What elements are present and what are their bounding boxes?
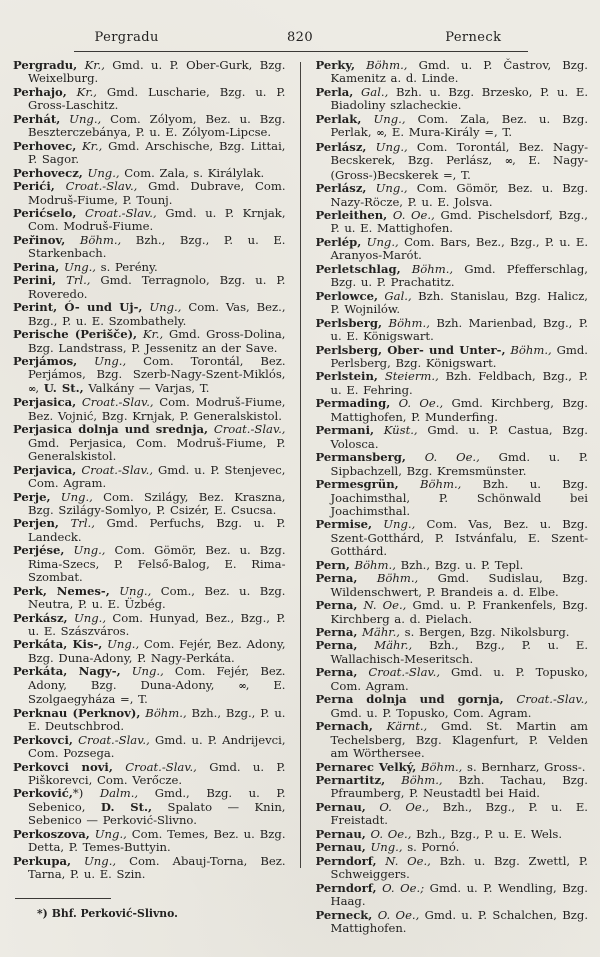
entry-name: Perla,: [315, 84, 354, 99]
entry-region: Ung.,: [366, 181, 408, 196]
entry-name: Permansberg,: [315, 450, 406, 465]
entry-text: Gmd. Perfuchs, Bzg. u. P. Landeck.: [28, 516, 286, 544]
entry-text: Com. Zala, Bez. u. Bzg. Perlak,: [330, 111, 588, 140]
entry-name: Perkáta, Nagy-,: [13, 664, 121, 679]
entry-text: Com. Zala, s. Királylak.: [119, 165, 265, 180]
entry-text: , E. Nagy-(Gross-)Becskerek =, T.: [330, 153, 588, 182]
entry-name: Permani,: [315, 423, 375, 438]
entry-region: Ung.,: [67, 610, 107, 625]
entry-name: Perkász,: [13, 610, 68, 625]
entry-region: Ung.,: [361, 234, 399, 249]
gazetteer-entry: [316, 693, 589, 720]
entry-text: Bzh. Stanislau, Bzg. Halicz, P. Wojnilów.: [330, 288, 588, 317]
entry-region: Trl.,: [58, 516, 95, 531]
entry-region: Böhm.,: [398, 477, 462, 492]
entry-name: Perjasica,: [13, 395, 77, 410]
entry-name: Permading,: [315, 396, 391, 411]
footnote-text: Bhf. Perković-Slivno.: [51, 906, 178, 920]
entry-name: Pernau,: [315, 826, 366, 841]
entry-text: ,: [35, 380, 44, 395]
entry-name: Perknau (Perknov),: [13, 705, 141, 720]
entry-name: Perlowce,: [315, 288, 378, 303]
entry-text: Gmd. Pfefferschlag, Bzg. u. P. Prachatitz.: [330, 261, 588, 290]
telegraph-icon: ∞: [28, 383, 36, 395]
gazetteer-entry: [13, 207, 286, 234]
gazetteer-entry: [316, 370, 589, 397]
entry-text: Gmd. u. P. Častrov, Bzg. Kamenitz a. d. Linde.: [330, 58, 588, 86]
entry-region: Ung.,: [50, 489, 93, 504]
entry-name: Pernartitz,: [315, 773, 386, 788]
running-head-right: Perneck: [445, 30, 502, 45]
entry-region: Croat.-Slav.,: [54, 179, 138, 194]
gazetteer-entry: [13, 140, 286, 167]
entry-text: Gmd. u. P. Andrijevci, Com. Pozsega.: [28, 732, 286, 761]
footnote-marker: *): [37, 906, 48, 920]
entry-name: Perići,: [13, 179, 55, 194]
entry-name: Perhát,: [13, 111, 61, 126]
entry-text: Gmd. Pischelsdorf, Bzg., P. u. E. Mattighofen.: [330, 207, 588, 236]
entry-name: Perkovci,: [13, 732, 73, 747]
entry-name: Perna,: [315, 598, 358, 613]
entry-region: Ung.,: [372, 517, 416, 532]
entry-region: Dalm.,: [83, 786, 139, 801]
entry-text: Bzh., Bzg., P. u. E. Wallachisch-Meseritsch.: [330, 638, 589, 666]
entry-region: Böhm.,: [65, 232, 122, 247]
column-divider-rule: [300, 62, 301, 868]
entry-name: Perneck,: [315, 907, 373, 922]
entry-region: Böhm.,: [416, 759, 463, 774]
gazetteer-entry: [13, 167, 286, 180]
gazetteer-entry: [13, 734, 286, 761]
entry-region: Croat.-Slav.,: [357, 665, 441, 680]
gazetteer-entry: [13, 86, 286, 113]
gazetteer-entry: [13, 707, 286, 734]
entry-text: Com. Torontál, Bez. Perjámos, Bzg. Szerb-Nagy-Szent-Miklós,: [28, 353, 286, 382]
entry-text: Com. Hunyad, Bez., Bzg., P. u. E. Szászváros.: [28, 610, 286, 639]
gazetteer-entry: [316, 86, 589, 113]
entry-name: Perna,: [315, 571, 358, 586]
entry-text: Com. Fejér, Bez. Adony, Bzg. Duna-Adony, P. Nagy-Perkáta.: [28, 637, 286, 665]
entry-text: Bzh., Bzg. u. P. Tepl.: [395, 557, 524, 572]
gazetteer-entry: [13, 234, 286, 261]
left-column-entries: [13, 59, 286, 882]
gazetteer-entry: [13, 855, 286, 882]
entry-name: Peřinov,: [13, 232, 66, 247]
entry-text: Gmd. St. Martin am Techelsberg, Bzg. Klagenfurt, P. Velden am Wörthersee.: [330, 719, 588, 761]
gazetteer-entry: [13, 828, 286, 855]
entry-region: Croat.-Slav.,: [503, 692, 588, 707]
gazetteer-entry: [316, 761, 589, 774]
entry-region: N. Oe.,: [357, 598, 407, 613]
entry-text: Bzh. Marienbad, Bzg., P. u. E. Königswart.: [330, 315, 588, 344]
entry-region: Croat.-Slav.,: [72, 732, 150, 747]
footnote: [37, 907, 286, 920]
gazetteer-entry: [13, 464, 286, 491]
entry-region: Ung.,: [60, 111, 102, 126]
gazetteer-entry: [13, 261, 286, 274]
gazetteer-entry: [13, 301, 286, 328]
left-column: [13, 59, 286, 935]
entry-name: Perna,: [315, 625, 358, 640]
entry-name: Perhovec,: [13, 138, 77, 153]
entry-name: Perk, Nemes-,: [13, 583, 110, 598]
gazetteer-entry: [316, 639, 589, 666]
entry-text: Com. Vas, Bez., Bzg., P. u. E. Szombathely.: [28, 300, 286, 328]
entry-text: Gmd. u. P. Wendling, Bzg. Haag.: [330, 880, 588, 909]
entry-region: Croat.-Slav.,: [112, 759, 197, 774]
entry-region: Ung.,: [89, 826, 127, 841]
entry-text: Bzh. u. Bzg. Brzesko, P. u. E. Biadoliny szlacheckie.: [330, 84, 589, 113]
entry-text: Gmd. u. P. Frankenfels, Bzg. Kirchberg a. d. Pielach.: [330, 598, 588, 626]
entry-text: Gmd. Arschische, Bzg. Littai, P. Sagor.: [28, 138, 286, 167]
entry-region: Böhm.,: [505, 342, 552, 357]
entry-text: Gmd. Kirchberg, Bzg. Mattighofen, P. Munderfing.: [330, 396, 588, 424]
entry-text: Com. Gömör, Bez. u. Bzg. Rima-Szecs, P. Felső-Balog, E. Rima-Szombat.: [28, 543, 286, 585]
entry-name: Perlép,: [315, 234, 362, 249]
gazetteer-entry: [316, 113, 589, 141]
entry-text: Gmd. u. P. Topusko, Com. Agram.: [330, 705, 532, 720]
entry-text: Gmd. Gross-Dolina, Bzg. Landstrass, P. Jessenitz an der Save.: [28, 327, 286, 355]
entry-region: Mähr.,: [357, 638, 413, 653]
entry-name: Perna,: [315, 638, 358, 653]
entry-region: Steierm.,: [377, 369, 439, 384]
entry-name: Perkovci novi,: [13, 759, 113, 774]
gazetteer-entry: [13, 761, 286, 788]
gazetteer-entry: [316, 141, 589, 182]
entry-region: O. Oe.,: [390, 396, 444, 411]
right-column-entries: [316, 59, 589, 935]
entry-name: Perjavica,: [13, 462, 77, 477]
gazetteer-entry: [316, 841, 589, 854]
gazetteer-entry: [316, 451, 589, 478]
entry-region: Ung.,: [102, 637, 140, 652]
entry-text: Bzh., Bzg., P. u. E. Starkenbach.: [28, 232, 286, 261]
gazetteer-entry: [13, 638, 286, 665]
gazetteer-entry: [316, 666, 589, 693]
entry-name: D. St.,: [100, 799, 153, 814]
gazetteer-entry: [316, 290, 589, 317]
gazetteer-entry: [13, 517, 286, 544]
entry-name: Perndorf,: [315, 853, 377, 868]
entry-text: Gmd. u. P. Castua, Bzg. Volosca.: [330, 423, 588, 451]
entry-region: Ung.,: [59, 259, 96, 274]
entry-text: Com. Bars, Bez., Bzg., P. u. E. Aranyos-Marót.: [330, 234, 589, 263]
gazetteer-entry: [316, 263, 589, 290]
entry-region: Böhm.,: [349, 557, 396, 572]
entry-name: Perje,: [13, 489, 51, 504]
entry-text: Gmd. u. P. Topusko, Com. Agram.: [330, 665, 589, 693]
gazetteer-entry: [316, 909, 589, 936]
entry-region: Croat.-Slav.,: [208, 422, 286, 437]
entry-name: Perky,: [315, 58, 356, 72]
entry-region: Croat.-Slav.,: [76, 205, 157, 220]
entry-text: s. Perény.: [96, 259, 158, 274]
entry-region: Ung.,: [366, 139, 408, 154]
entry-name: Perićselo,: [13, 205, 77, 220]
entry-text: , E. Szolgaegyháza =, T.: [28, 677, 286, 707]
entry-text: Spalato — Knin, Sebenico — Perković-Slivno.: [28, 799, 286, 828]
entry-name: Permesgrün,: [315, 477, 399, 492]
page-number: 820: [286, 30, 313, 45]
entry-name: Perna dolnja und gornja,: [315, 692, 504, 707]
footnote-rule: [15, 898, 111, 899]
gazetteer-entry: [13, 544, 286, 584]
entry-text: Gmd. Luscharie, Bzg. u. P. Gross-Laschitz.: [28, 84, 286, 113]
entry-name: Perlsberg,: [315, 315, 383, 330]
gazetteer-entry: [316, 720, 589, 760]
telegraph-icon: ∞: [504, 156, 513, 168]
gazetteer-entry: [316, 424, 589, 451]
entry-region: Gal.,: [353, 84, 389, 99]
entry-name: Permise,: [315, 517, 373, 532]
entry-region: O. Oe.,: [372, 907, 420, 922]
entry-text: s. Bernharz, Gross-.: [462, 759, 586, 774]
entry-name: Perković,: [13, 786, 73, 801]
gazetteer-entry: [13, 787, 286, 827]
entry-region: Mähr.,: [357, 625, 400, 640]
entry-region: Böhm.,: [355, 58, 408, 72]
gazetteer-entry: [13, 59, 286, 86]
gazetteer-entry: [316, 774, 589, 801]
entry-name: Perint, Ó- und Uj-,: [13, 300, 143, 315]
gazetteer-entry: [316, 317, 589, 344]
entry-region: Böhm.,: [385, 773, 443, 788]
entry-region: Böhm.,: [382, 315, 430, 330]
gazetteer-entry: [316, 855, 589, 882]
entry-name: Perjámos,: [13, 353, 78, 368]
entry-text: Bzh., Bzg., P. u. E. Wels.: [411, 826, 563, 841]
entry-name: Perjése,: [13, 543, 65, 558]
gazetteer-entry: [13, 355, 286, 396]
gazetteer-entry: [316, 478, 589, 518]
entry-region: Ung.,: [109, 583, 152, 598]
gazetteer-entry: [316, 572, 589, 599]
entry-region: Kärnt.,: [372, 719, 428, 734]
entry-name: Perhajo,: [13, 84, 67, 99]
entry-text: Gmd. u. P. Stenjevec, Com. Agram.: [28, 462, 286, 491]
entry-text: Com. Modruš-Fiume, Bez. Vojnić, Bzg. Krnjak, P. Generalskistol.: [28, 395, 286, 423]
entry-region: O. Oe.;: [376, 880, 425, 895]
entry-name: Pergradu,: [13, 58, 78, 72]
entry-name: Perndorf,: [315, 880, 377, 895]
gazetteer-entry: [316, 599, 589, 626]
entry-region: Böhm.,: [400, 261, 454, 276]
entry-text: Com. Gömör, Bez. u. Bzg. Nazy-Röcze, P. u. E. Jolsva.: [330, 181, 588, 209]
entry-name: Perkoszova,: [13, 826, 90, 841]
entry-name: Pernach,: [315, 719, 373, 734]
entry-name: Perna,: [315, 665, 358, 680]
entry-region: O. Oe.,: [365, 826, 412, 841]
gazetteer-entry: [316, 828, 589, 841]
gazetteer-entry: [13, 612, 286, 639]
entry-text: Bzh. u. Bzg. Zwettl, P. Schweiggers.: [330, 853, 588, 882]
entry-region: Trl.,: [56, 273, 91, 288]
entry-text: Gmd. u. P. Ober-Gurk, Bzg. Weixelburg.: [28, 58, 286, 86]
gazetteer-entry: [316, 344, 589, 371]
entry-name: U. St.,: [43, 380, 84, 395]
entry-text: Com. Torontál, Bez. Nagy-Becskerek, Bzg. Perlász,: [330, 139, 588, 168]
right-column: [316, 59, 589, 935]
entry-region: Ung.,: [365, 840, 403, 855]
entry-text: Bzh., Bzg., P. u. E. Freistadt.: [330, 799, 588, 828]
telegraph-icon: ∞: [376, 128, 384, 140]
gazetteer-entry: [13, 585, 286, 612]
entry-region: Croat.-Slav.,: [76, 462, 153, 477]
entry-region: Ung.,: [361, 111, 406, 126]
gazetteer-entry: [13, 113, 286, 140]
entry-text: *): [72, 786, 84, 801]
entry-region: Kr.,: [66, 84, 97, 99]
entry-region: Kr.,: [137, 327, 164, 342]
entry-text: s. Bergen, Bzg. Nikolsburg.: [399, 625, 570, 640]
entry-name: Pernau,: [315, 840, 366, 855]
entry-text: s. Pornó.: [402, 840, 460, 855]
entry-name: Perlász,: [315, 181, 367, 196]
entry-text: Gmd. u. P. Krnjak, Com. Modruš-Fiume.: [28, 205, 286, 234]
entry-name: Perhovecz,: [13, 165, 83, 180]
gazetteer-entry: [316, 182, 589, 209]
gazetteer-entry: [316, 518, 589, 558]
entry-name: Perini,: [13, 273, 57, 288]
entry-name: Pern,: [315, 557, 350, 572]
entry-text: Gmd. Dubrave, Com. Modruš-Fiume, P. Tounj.: [28, 179, 286, 207]
entry-name: Perkupa,: [13, 853, 72, 868]
entry-name: Perlász,: [315, 139, 367, 154]
entry-name: Perlak,: [315, 111, 362, 126]
gazetteer-entry: [316, 59, 589, 86]
entry-text: Com. Szilágy, Bez. Kraszna, Bzg. Szilágy-Somlyo, P. Csizér, E. Csucsa.: [28, 489, 286, 517]
entry-region: Ung.,: [120, 664, 164, 679]
running-head: [0, 0, 600, 49]
entry-region: Küst.,: [374, 423, 418, 438]
entry-text: Gmd. u. P. Piškorevci, Com. Verőcze.: [28, 759, 286, 788]
entry-text: Gmd. u. P. Schalchen, Bzg. Mattighofen.: [330, 907, 589, 935]
entry-text: Com. Zólyom, Bez. u. Bzg. Beszterczebánya, P. u. E. Zólyom-Lipcse.: [28, 111, 286, 140]
entry-text: Valkány — Varjas, T.: [83, 380, 210, 395]
entry-region: Gal.,: [377, 288, 412, 303]
gazetteer-entry: [316, 236, 589, 263]
entry-region: Böhm.,: [140, 705, 187, 720]
gazetteer-entry: [13, 423, 286, 463]
gazetteer-entry: [316, 559, 589, 572]
entry-name: Perina,: [13, 259, 60, 274]
entry-text: Com. Fejér, Bez. Adony, Bzg. Duna-Adony,: [28, 664, 286, 692]
entry-name: Perlstein,: [315, 369, 378, 384]
entry-name: Pernau,: [315, 799, 366, 814]
entry-region: Ung.,: [142, 300, 182, 315]
running-head-left: Pergradu: [94, 30, 159, 45]
entry-region: O. Oe.,: [387, 207, 435, 222]
entry-name: Perletschlag,: [315, 261, 401, 276]
gazetteer-entry: [316, 626, 589, 639]
entry-text: Com., Bez. u. Bzg. Neutra, P. u. E. Üzbég.: [28, 583, 286, 612]
entry-name: Perkáta, Kis-,: [13, 637, 103, 652]
entry-region: O. Oe.,: [365, 799, 430, 814]
entry-region: Kr.,: [77, 58, 105, 72]
telegraph-icon: ∞: [238, 680, 246, 692]
gazetteer-entry: [316, 882, 589, 909]
entry-name: Perjasica dolnja und srednja,: [13, 422, 209, 437]
gazetteer-entry: [13, 665, 286, 706]
entry-name: Perleithen,: [315, 207, 388, 222]
entry-region: Ung.,: [71, 853, 117, 868]
entry-region: Ung.,: [82, 165, 120, 180]
gazetteer-entry: [13, 274, 286, 301]
entry-name: Perische (Perišče),: [13, 327, 138, 342]
gazetteer-entry: [13, 180, 286, 207]
entry-text: Gmd. Perjasica, Com. Modruš-Fiume, P. Generalskistol.: [28, 435, 286, 464]
entry-text: Gmd. Perlsberg, Bzg. Königswart.: [330, 342, 588, 370]
entry-name: Pernarec Velký,: [315, 759, 417, 774]
entry-text: Gmd. Terragnolo, Bzg. u. P. Roveredo.: [28, 273, 286, 301]
entry-name: Perlsberg, Ober- und Unter-,: [315, 342, 506, 357]
entry-text: Gmd. Sudislau, Bzg. Wildenschwert, P. Brandeis a. d. Elbe.: [330, 571, 588, 599]
entry-text: Bzh., Bzg., P. u. E. Deutschbrod.: [28, 705, 286, 734]
entry-text: , E. Mura-Király =, T.: [383, 125, 513, 140]
gazetteer-entry: [316, 209, 589, 236]
entry-text: Com. Abauj-Torna, Bez. Tarna, P. u. E. Szin.: [28, 853, 286, 882]
entry-region: Kr.,: [76, 138, 103, 153]
gazetteer-entry: [13, 328, 286, 355]
entry-region: O. Oe.,: [405, 450, 480, 465]
entry-text: Bzh. u. Bzg. Joachimsthal, P. Schönwald bei Joachimsthal.: [330, 477, 588, 518]
gazetteer-entry: [13, 396, 286, 423]
entry-region: Ung.,: [77, 353, 127, 368]
entry-text: Gmd., Bzg. u. P. Sebenico,: [28, 786, 286, 814]
entry-text: Gmd. u. P. Sipbachzell, Bzg. Kremsmünster.: [330, 450, 588, 478]
entry-region: Ung.,: [64, 543, 106, 558]
entry-text: Com. Temes, Bez. u. Bzg. Detta, P. Temes-Buttyin.: [28, 826, 286, 855]
gazetteer-entry: [13, 491, 286, 518]
entry-text: Com. Vas, Bez. u. Bzg. Szent-Gotthárd, P. Istvánfalu, E. Szent-Gotthárd.: [330, 517, 588, 559]
entry-text: Bzh. Feldbach, Bzg., P. u. E. Fehring.: [330, 369, 588, 397]
entry-name: Perjen,: [13, 516, 59, 531]
entry-region: Böhm.,: [357, 571, 419, 586]
entry-region: N. Oe.,: [376, 853, 431, 868]
gazetteer-entry: [316, 397, 589, 424]
gazetteer-entry: [316, 801, 589, 828]
entry-text: Bzh. Tachau, Bzg. Pfraumberg, P. Neustadtl bei Haid.: [330, 773, 588, 801]
entry-region: Croat.-Slav.,: [76, 395, 154, 410]
